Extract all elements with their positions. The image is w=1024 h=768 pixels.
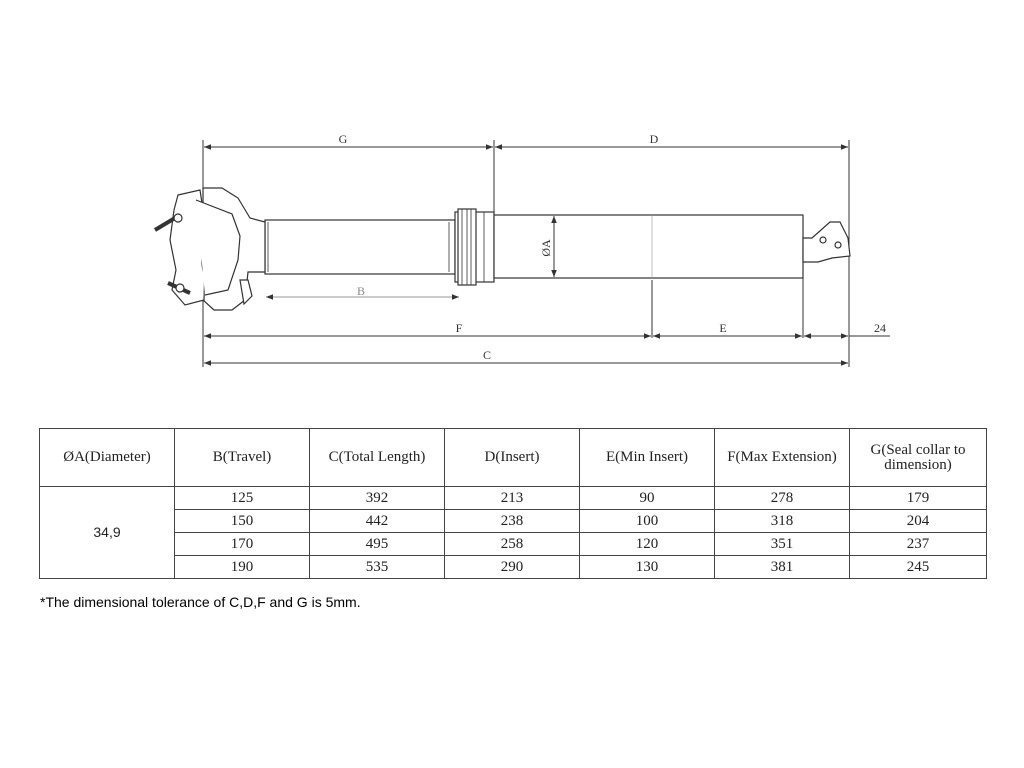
table-cell: 535 [310, 556, 445, 579]
table-cell: 392 [310, 487, 445, 510]
table-cell: 170 [175, 533, 310, 556]
table-cell: 245 [850, 556, 987, 579]
tolerance-footnote: *The dimensional tolerance of C,D,F and G is 5mm. [40, 594, 361, 610]
table-cell: 258 [445, 533, 580, 556]
table-cell: 190 [175, 556, 310, 579]
table-cell: 179 [850, 487, 987, 510]
cable-port [803, 222, 850, 262]
table-cell: 130 [580, 556, 715, 579]
header-diameter: ØA(Diameter) [40, 429, 175, 487]
diameter-cell: 34,9 [40, 487, 175, 579]
dim-label-offset: 24 [874, 321, 886, 335]
dropper-post-drawing [155, 188, 850, 310]
table-cell: 213 [445, 487, 580, 510]
table-cell: 204 [850, 510, 987, 533]
dim-label-c: C [482, 348, 492, 362]
stanchion-tube [265, 220, 455, 274]
table-cell: 238 [445, 510, 580, 533]
table-row [40, 556, 987, 579]
spec-table [39, 428, 987, 579]
table-row [40, 533, 987, 556]
table-row [40, 510, 987, 533]
seal-collar [455, 209, 494, 285]
table-cell: 442 [310, 510, 445, 533]
header-insert: D(Insert) [445, 429, 580, 487]
table-cell: 125 [175, 487, 310, 510]
header-travel: B(Travel) [175, 429, 310, 487]
header-max-extension: F(Max Extension) [715, 429, 850, 487]
header-min-insert: E(Min Insert) [580, 429, 715, 487]
header-seal-collar: G(Seal collar to dimension) [850, 429, 987, 487]
table-cell: 381 [715, 556, 850, 579]
table-cell: 120 [580, 533, 715, 556]
dim-label-f: F [455, 321, 463, 335]
table-cell: 150 [175, 510, 310, 533]
table-row [40, 487, 987, 510]
table-cell: 351 [715, 533, 850, 556]
dim-label-a: ØA [539, 239, 553, 257]
table-cell: 495 [310, 533, 445, 556]
table-cell: 318 [715, 510, 850, 533]
dim-label-e: E [719, 321, 727, 335]
table-cell: 90 [580, 487, 715, 510]
dim-label-g: G [338, 132, 348, 146]
dim-label-d: D [649, 132, 659, 146]
table-cell: 278 [715, 487, 850, 510]
dim-label-b: B [356, 284, 366, 298]
table-cell: 237 [850, 533, 987, 556]
table-cell: 290 [445, 556, 580, 579]
table-cell: 100 [580, 510, 715, 533]
saddle-clamp [155, 188, 265, 310]
header-total-length: C(Total Length) [310, 429, 445, 487]
table-header-row [40, 429, 987, 487]
